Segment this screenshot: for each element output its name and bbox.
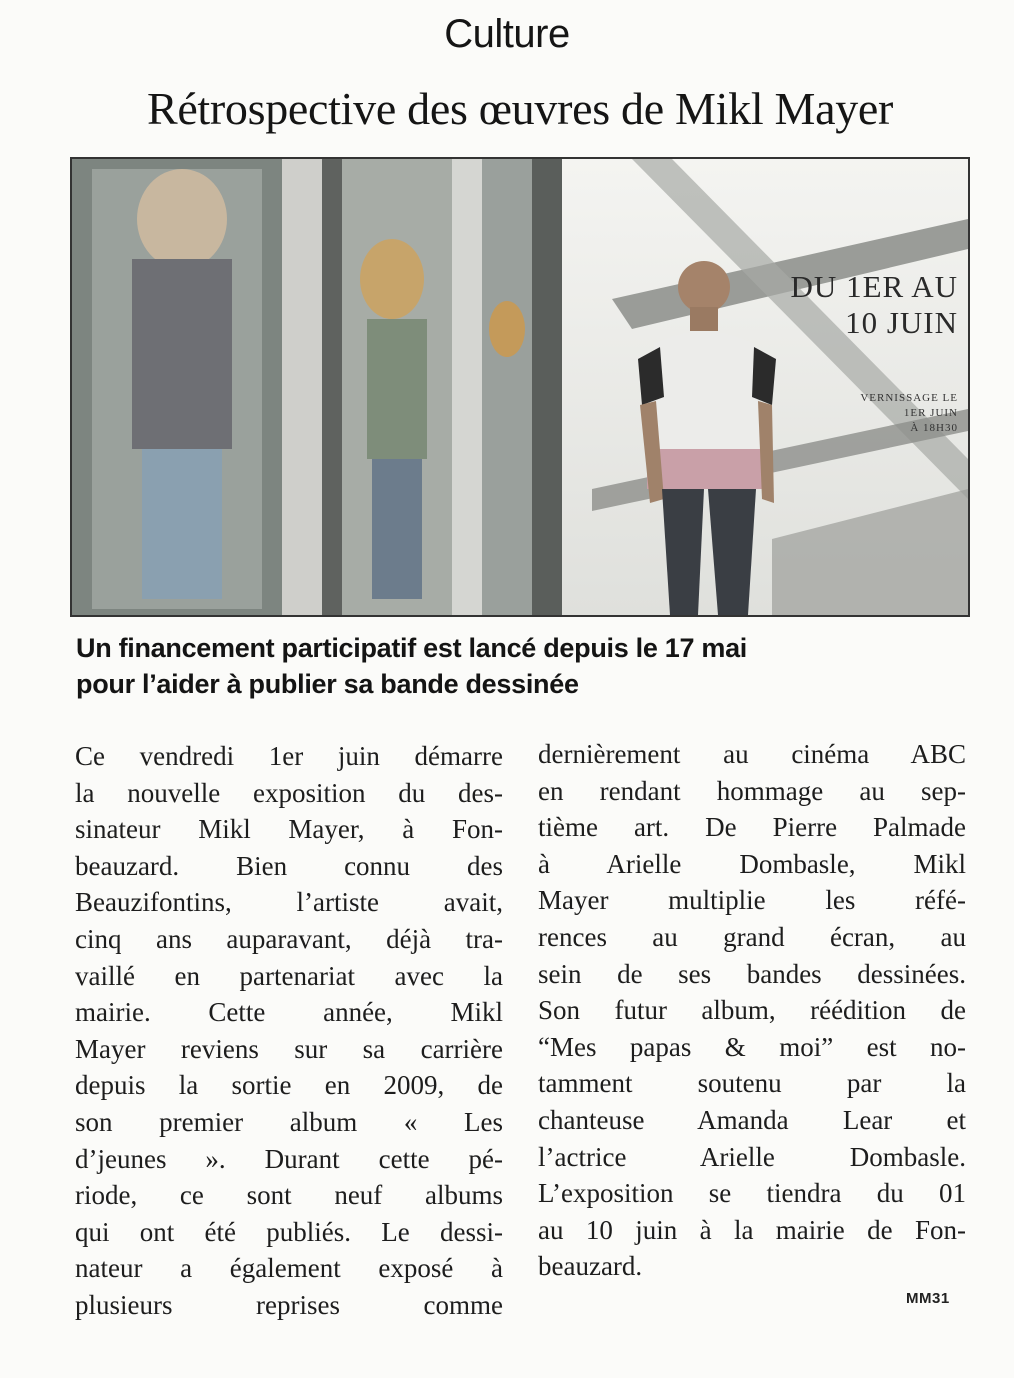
body-line: riode, ce sont neuf albums [75, 1180, 503, 1211]
body-line: en rendant hommage au sep- [538, 775, 966, 806]
photo-dates-line: 10 JUIN [845, 305, 958, 340]
body-column-right [538, 736, 966, 1285]
article-photo [70, 157, 970, 617]
photo-vernissage-overlay [818, 391, 958, 436]
body-line: Ce vendredi 1er juin démarre [75, 741, 503, 771]
body-column-left [75, 738, 503, 1324]
body-line: vaillé en partenariat avec la [75, 960, 503, 991]
body-line: dernièrement au cinéma ABC [538, 739, 966, 769]
body-line: L’exposition se tiendra du 01 [538, 1178, 966, 1209]
body-line: tième art. De Pierre Palmade [538, 812, 966, 843]
body-line: sein de ses bandes dessinées. [538, 958, 966, 989]
photo-vernissage-line: 1ER JUIN [903, 407, 958, 419]
body-line: Mayer multiplie les réfé- [538, 885, 966, 916]
body-line: nateur a également exposé à [75, 1253, 503, 1284]
body-line: mairie. Cette année, Mikl [75, 997, 503, 1028]
body-line: beauzard. Bien connu des [75, 850, 503, 881]
subhead-line: pour l’aider à publier sa bande dessinée [76, 669, 579, 699]
body-line: d’jeunes ». Durant cette pé- [75, 1143, 503, 1174]
photo-vernissage-line: VERNISSAGE LE [860, 392, 958, 404]
body-line: au 10 juin à la mairie de Fon- [538, 1214, 966, 1245]
body-line: qui ont été publiés. Le dessi- [75, 1216, 503, 1247]
body-line: rences au grand écran, au [538, 921, 966, 952]
body-line: beauzard. [538, 1251, 643, 1282]
photo-dates-overlay [758, 269, 958, 341]
body-line: cinq ans auparavant, déjà tra- [75, 923, 503, 954]
body-line: Son futur album, réédition de [538, 995, 966, 1026]
photo-dates-line: DU 1ER AU [790, 269, 958, 304]
body-line: l’actrice Arielle Dombasle. [538, 1141, 966, 1172]
body-line: son premier album « Les [75, 1106, 503, 1137]
body-line: chanteuse Amanda Lear et [538, 1104, 966, 1135]
photo-artwork [72, 159, 968, 615]
body-line: plusieurs reprises comme [75, 1289, 503, 1320]
body-line: la nouvelle exposition du des- [75, 777, 503, 808]
body-line: depuis la sortie en 2009, de [75, 1070, 503, 1101]
author-signature: MM31 [906, 1290, 950, 1307]
body-line: Mayer reviens sur sa carrière [75, 1033, 503, 1064]
body-line: à Arielle Dombasle, Mikl [538, 848, 966, 879]
body-line: Beauzifontins, l’artiste avait, [75, 887, 503, 918]
body-line: “Mes papas & moi” est no- [538, 1031, 966, 1062]
body-line: tamment soutenu par la [538, 1068, 966, 1099]
section-rubric: Culture [444, 12, 570, 56]
body-line: sinateur Mikl Mayer, à Fon- [75, 814, 503, 845]
subhead-line: Un financement participatif est lancé depuis le 17 mai [76, 633, 748, 663]
article-subhead [76, 630, 976, 702]
article-headline: Rétrospective des œuvres de Mikl Mayer [146, 83, 894, 134]
photo-vernissage-line: À 18H30 [910, 422, 958, 434]
